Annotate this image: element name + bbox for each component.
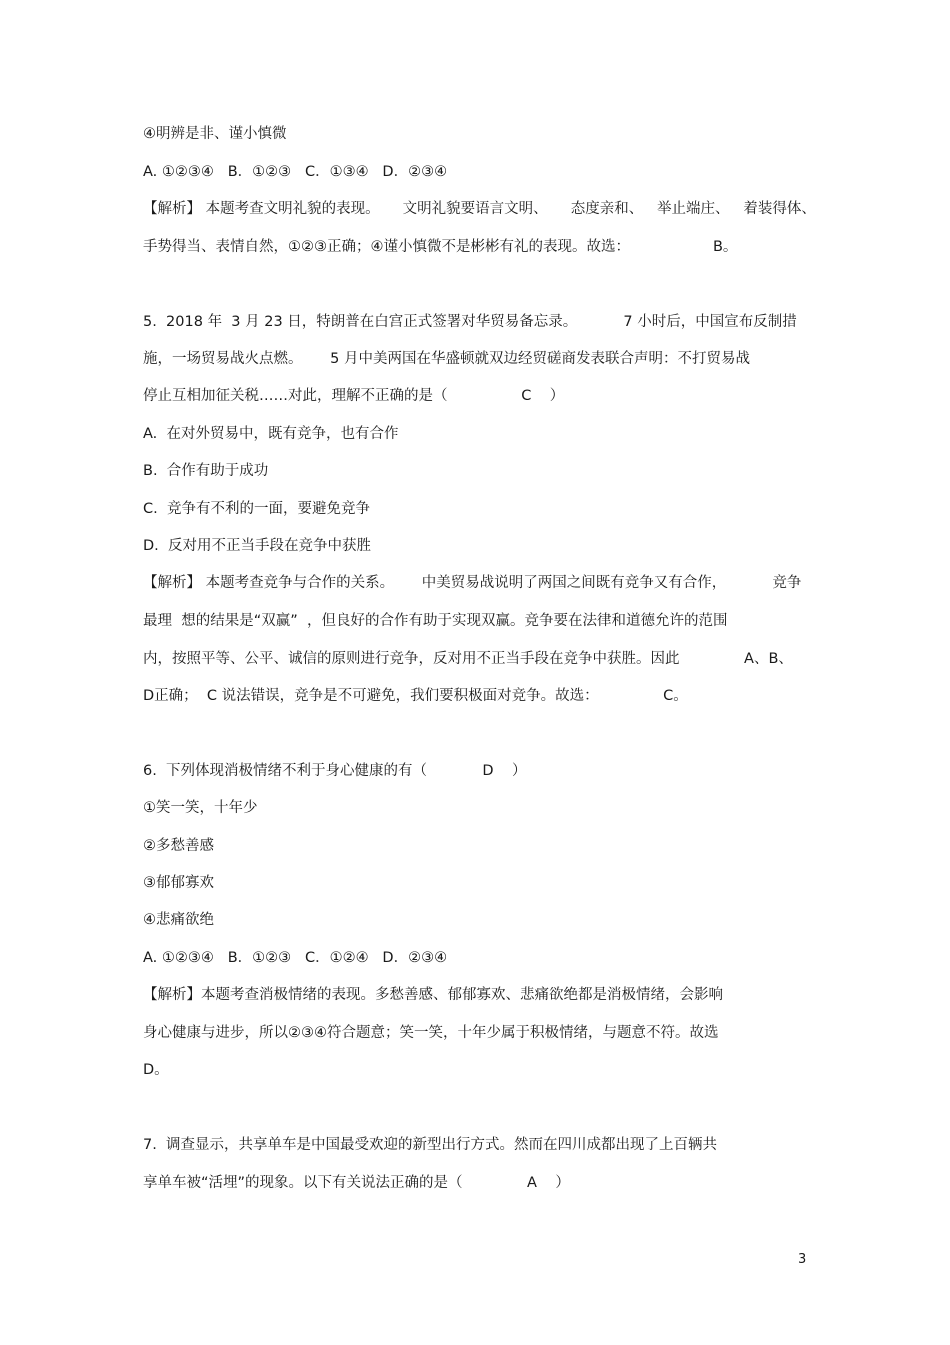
option-d: D. 反对用不正当手段在竞争中获胜 xyxy=(143,538,371,554)
option-line-2: ②多愁善感 xyxy=(143,838,214,854)
option-a: A. 在对外贸易中，既有竞争，也有合作 xyxy=(143,426,399,442)
analysis-line: 手势得当、表情自然，①②③正确；④谨小慎微不是彬彬有礼的表现。故选： B。 xyxy=(143,239,738,255)
question-5-line: 停止互相加征关税……对此，理解不正确的是（ C ） xyxy=(143,388,565,404)
analysis-line: D正确； C 说法错误，竞争是不可避免，我们要积极面对竞争。故选： C。 xyxy=(143,688,688,704)
question-7-line: 7. 调查显示，共享单车是中国最受欢迎的新型出行方式。然而在四川成都出现了上百辆共 xyxy=(143,1137,718,1153)
question-7-line: 享单车被“活埋”的现象。以下有关说法正确的是（ A ） xyxy=(143,1175,570,1191)
option-b: B. 合作有助于成功 xyxy=(143,463,269,479)
analysis-line: 最理 想的结果是“双赢” ，但良好的合作有助于实现双赢。竞争要在法律和道德允许的范围 xyxy=(143,613,728,629)
question-5-line: 5. 2018 年 3 月 23 日，特朗普在白宫正式签署对华贸易备忘录。 7 小时后，中国宣布反制措 xyxy=(143,314,797,330)
question-6-line: 6. 下列体现消极情绪不利于身心健康的有（ D ） xyxy=(143,763,527,779)
answer-choices: A. ①②③④ B．①②③ C．①③④ D．②③④ xyxy=(143,164,448,180)
question-5-line: 施，一场贸易战火点燃。 5 月中美两国在华盛顿就双边经贸磋商发表联合声明：不打贸易战 xyxy=(143,351,750,367)
analysis-line: 身心健康与进步，所以②③④符合题意；笑一笑，十年少属于积极情绪，与题意不符。故选 xyxy=(143,1025,719,1041)
analysis-line: 【解析】本题考查消极情绪的表现。多愁善感、郁郁寡欢、悲痛欲绝都是消极情绪，会影响 xyxy=(143,987,723,1003)
analysis-line: 内，按照平等、公平、诚信的原则进行竞争，反对用不正当手段在竞争中获胜。因此 A、B、 xyxy=(143,651,793,667)
option-line-1: ①笑一笑，十年少 xyxy=(143,800,258,816)
option-c: C. 竞争有不利的一面，要避免竞争 xyxy=(143,501,370,517)
analysis-line: 【解析】 本题考查文明礼貌的表现。 文明礼貌要语言文明、 态度亲和、 举止端庄、 着装得体、 xyxy=(143,201,816,217)
option-line-3: ③郁郁寡欢 xyxy=(143,875,214,891)
option-line-4: ④悲痛欲绝 xyxy=(143,912,214,928)
option-line-4: ④明辨是非、谨小慎微 xyxy=(143,126,287,142)
page-number: 3 xyxy=(798,1252,807,1267)
analysis-line: D。 xyxy=(143,1062,169,1078)
analysis-line: 【解析】 本题考查竞争与合作的关系。 中美贸易战说明了两国之间既有竞争又有合作， 竞争 xyxy=(143,575,802,591)
answer-choices: A. ①②③④ B．①②③ C．①②④ D．②③④ xyxy=(143,950,448,966)
